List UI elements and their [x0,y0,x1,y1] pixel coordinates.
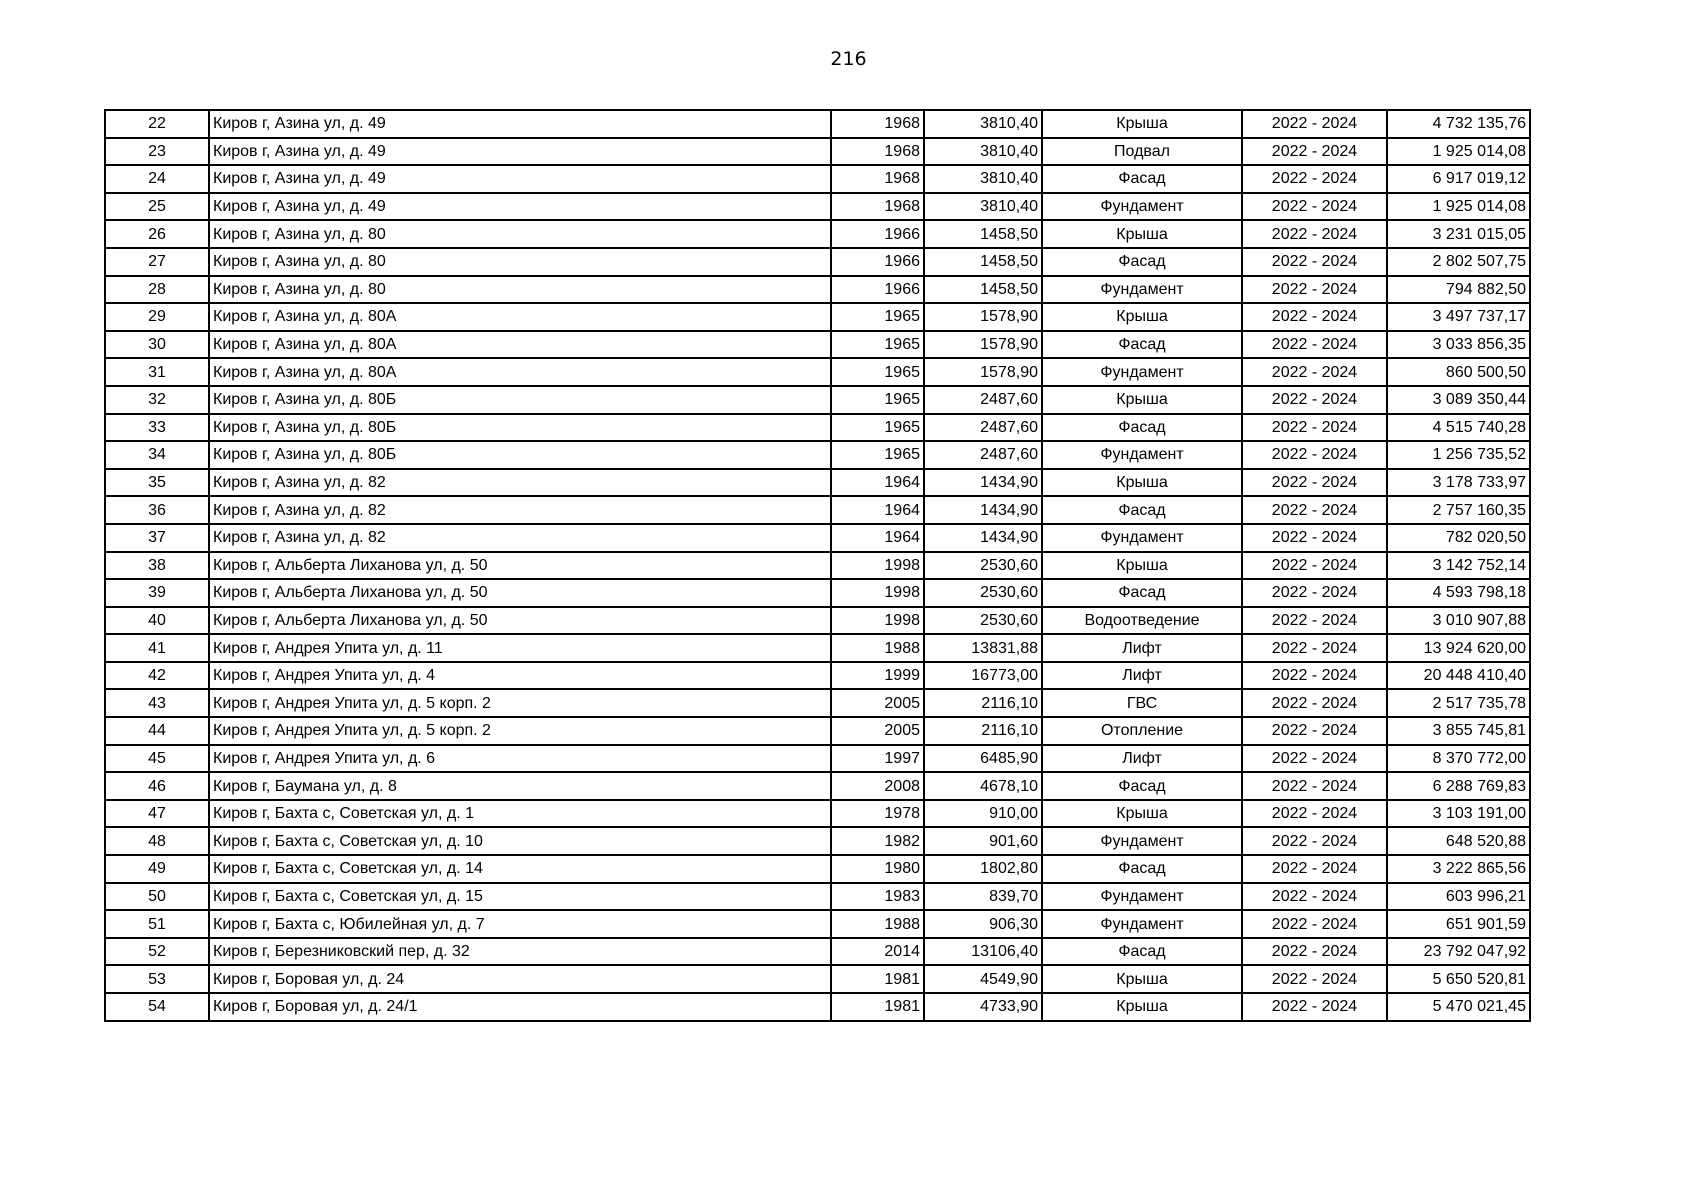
period-cell: 2022 - 2024 [1242,165,1387,193]
cost-cell: 3 231 015,05 [1387,220,1530,248]
cost-cell: 794 882,50 [1387,276,1530,304]
area-cell: 3810,40 [924,110,1042,138]
cost-cell: 6 917 019,12 [1387,165,1530,193]
area-cell: 1434,90 [924,524,1042,552]
address-cell: Киров г, Азина ул, д. 82 [209,469,831,497]
period-cell: 2022 - 2024 [1242,220,1387,248]
period-cell: 2022 - 2024 [1242,386,1387,414]
work-type-cell: Фундамент [1042,358,1242,386]
build-year-cell: 1964 [831,469,924,497]
table-row [105,662,1530,690]
build-year-cell: 2005 [831,689,924,717]
period-cell: 2022 - 2024 [1242,193,1387,221]
table-row [105,579,1530,607]
address-cell: Киров г, Азина ул, д. 80 [209,276,831,304]
table-row [105,883,1530,911]
area-cell: 901,60 [924,827,1042,855]
table-row [105,110,1530,138]
period-cell: 2022 - 2024 [1242,248,1387,276]
row-number-cell: 48 [105,827,209,855]
cost-cell: 782 020,50 [1387,524,1530,552]
work-type-cell: Крыша [1042,469,1242,497]
build-year-cell: 1965 [831,414,924,442]
table-row [105,910,1530,938]
row-number-cell: 27 [105,248,209,276]
area-cell: 4733,90 [924,993,1042,1021]
cost-cell: 648 520,88 [1387,827,1530,855]
work-type-cell: Фасад [1042,855,1242,883]
build-year-cell: 1964 [831,524,924,552]
address-cell: Киров г, Азина ул, д. 80 [209,220,831,248]
work-type-cell: Фундамент [1042,883,1242,911]
work-type-cell: Фасад [1042,772,1242,800]
table-row [105,993,1530,1021]
period-cell: 2022 - 2024 [1242,772,1387,800]
row-number-cell: 53 [105,965,209,993]
address-cell: Киров г, Боровая ул, д. 24/1 [209,993,831,1021]
work-type-cell: Фасад [1042,579,1242,607]
table-row [105,524,1530,552]
table-row [105,276,1530,304]
row-number-cell: 29 [105,303,209,331]
area-cell: 1802,80 [924,855,1042,883]
address-cell: Киров г, Баумана ул, д. 8 [209,772,831,800]
table-row [105,855,1530,883]
build-year-cell: 2014 [831,938,924,966]
table-row [105,938,1530,966]
address-cell: Киров г, Андрея Упита ул, д. 5 корп. 2 [209,689,831,717]
address-cell: Киров г, Азина ул, д. 49 [209,110,831,138]
row-number-cell: 24 [105,165,209,193]
cost-cell: 8 370 772,00 [1387,745,1530,773]
area-cell: 4549,90 [924,965,1042,993]
table-row [105,414,1530,442]
address-cell: Киров г, Азина ул, д. 80Б [209,441,831,469]
table-row [105,496,1530,524]
row-number-cell: 52 [105,938,209,966]
row-number-cell: 41 [105,634,209,662]
work-type-cell: Фасад [1042,414,1242,442]
build-year-cell: 1966 [831,220,924,248]
period-cell: 2022 - 2024 [1242,303,1387,331]
area-cell: 16773,00 [924,662,1042,690]
row-number-cell: 23 [105,138,209,166]
cost-cell: 4 593 798,18 [1387,579,1530,607]
address-cell: Киров г, Бахта с, Советская ул, д. 1 [209,800,831,828]
row-number-cell: 49 [105,855,209,883]
work-type-cell: Фасад [1042,938,1242,966]
address-cell: Киров г, Азина ул, д. 80 [209,248,831,276]
row-number-cell: 33 [105,414,209,442]
period-cell: 2022 - 2024 [1242,662,1387,690]
work-type-cell: Крыша [1042,303,1242,331]
row-number-cell: 54 [105,993,209,1021]
build-year-cell: 1968 [831,193,924,221]
cost-cell: 23 792 047,92 [1387,938,1530,966]
period-cell: 2022 - 2024 [1242,717,1387,745]
work-type-cell: Крыша [1042,965,1242,993]
build-year-cell: 1998 [831,579,924,607]
address-cell: Киров г, Азина ул, д. 49 [209,138,831,166]
page-number: 216 [830,48,867,70]
table-row [105,358,1530,386]
work-type-cell: Крыша [1042,552,1242,580]
row-number-cell: 28 [105,276,209,304]
address-cell: Киров г, Азина ул, д. 80А [209,358,831,386]
cost-cell: 651 901,59 [1387,910,1530,938]
area-cell: 2116,10 [924,689,1042,717]
cost-cell: 3 033 856,35 [1387,331,1530,359]
area-cell: 2487,60 [924,386,1042,414]
work-type-cell: Крыша [1042,220,1242,248]
row-number-cell: 44 [105,717,209,745]
row-number-cell: 42 [105,662,209,690]
work-type-cell: Лифт [1042,745,1242,773]
row-number-cell: 50 [105,883,209,911]
work-type-cell: Водоотведение [1042,607,1242,635]
area-cell: 1578,90 [924,303,1042,331]
period-cell: 2022 - 2024 [1242,800,1387,828]
area-cell: 910,00 [924,800,1042,828]
cost-cell: 3 103 191,00 [1387,800,1530,828]
area-cell: 2116,10 [924,717,1042,745]
cost-cell: 1 925 014,08 [1387,138,1530,166]
cost-cell: 3 142 752,14 [1387,552,1530,580]
cost-cell: 2 517 735,78 [1387,689,1530,717]
area-cell: 13106,40 [924,938,1042,966]
row-number-cell: 45 [105,745,209,773]
build-year-cell: 1988 [831,634,924,662]
table-body [105,110,1530,1021]
work-type-cell: Лифт [1042,662,1242,690]
address-cell: Киров г, Бахта с, Советская ул, д. 15 [209,883,831,911]
period-cell: 2022 - 2024 [1242,276,1387,304]
area-cell: 1434,90 [924,469,1042,497]
cost-cell: 860 500,50 [1387,358,1530,386]
area-cell: 2530,60 [924,552,1042,580]
build-year-cell: 1981 [831,965,924,993]
row-number-cell: 38 [105,552,209,580]
table-row [105,689,1530,717]
cost-cell: 2 802 507,75 [1387,248,1530,276]
row-number-cell: 47 [105,800,209,828]
address-cell: Киров г, Альберта Лиханова ул, д. 50 [209,579,831,607]
cost-cell: 4 515 740,28 [1387,414,1530,442]
work-type-cell: Фундамент [1042,524,1242,552]
address-cell: Киров г, Бахта с, Советская ул, д. 14 [209,855,831,883]
build-year-cell: 1998 [831,552,924,580]
build-year-cell: 1965 [831,386,924,414]
build-year-cell: 1965 [831,303,924,331]
build-year-cell: 1982 [831,827,924,855]
area-cell: 1458,50 [924,248,1042,276]
build-year-cell: 1997 [831,745,924,773]
address-cell: Киров г, Азина ул, д. 80Б [209,386,831,414]
build-year-cell: 1965 [831,441,924,469]
table-row [105,193,1530,221]
build-year-cell: 2008 [831,772,924,800]
period-cell: 2022 - 2024 [1242,441,1387,469]
row-number-cell: 40 [105,607,209,635]
repair-schedule-table [104,109,1531,1022]
work-type-cell: Фундамент [1042,276,1242,304]
area-cell: 2530,60 [924,607,1042,635]
area-cell: 3810,40 [924,165,1042,193]
row-number-cell: 31 [105,358,209,386]
cost-cell: 3 089 350,44 [1387,386,1530,414]
address-cell: Киров г, Андрея Упита ул, д. 5 корп. 2 [209,717,831,745]
period-cell: 2022 - 2024 [1242,496,1387,524]
address-cell: Киров г, Бахта с, Юбилейная ул, д. 7 [209,910,831,938]
build-year-cell: 1965 [831,358,924,386]
area-cell: 1434,90 [924,496,1042,524]
area-cell: 839,70 [924,883,1042,911]
work-type-cell: Крыша [1042,800,1242,828]
table-row [105,827,1530,855]
work-type-cell: Крыша [1042,110,1242,138]
table-row [105,469,1530,497]
address-cell: Киров г, Азина ул, д. 80А [209,331,831,359]
table-row [105,138,1530,166]
table-row [105,634,1530,662]
build-year-cell: 1980 [831,855,924,883]
address-cell: Киров г, Андрея Упита ул, д. 4 [209,662,831,690]
address-cell: Киров г, Березниковский пер, д. 32 [209,938,831,966]
period-cell: 2022 - 2024 [1242,414,1387,442]
table-row [105,607,1530,635]
work-type-cell: Лифт [1042,634,1242,662]
period-cell: 2022 - 2024 [1242,993,1387,1021]
work-type-cell: ГВС [1042,689,1242,717]
table-row [105,800,1530,828]
area-cell: 2487,60 [924,414,1042,442]
row-number-cell: 32 [105,386,209,414]
cost-cell: 603 996,21 [1387,883,1530,911]
build-year-cell: 1999 [831,662,924,690]
row-number-cell: 51 [105,910,209,938]
build-year-cell: 2005 [831,717,924,745]
address-cell: Киров г, Боровая ул, д. 24 [209,965,831,993]
work-type-cell: Фундамент [1042,441,1242,469]
cost-cell: 3 497 737,17 [1387,303,1530,331]
row-number-cell: 34 [105,441,209,469]
row-number-cell: 46 [105,772,209,800]
work-type-cell: Отопление [1042,717,1242,745]
address-cell: Киров г, Азина ул, д. 80Б [209,414,831,442]
cost-cell: 3 010 907,88 [1387,607,1530,635]
work-type-cell: Крыша [1042,993,1242,1021]
work-type-cell: Фасад [1042,331,1242,359]
row-number-cell: 30 [105,331,209,359]
table-row [105,248,1530,276]
period-cell: 2022 - 2024 [1242,110,1387,138]
period-cell: 2022 - 2024 [1242,358,1387,386]
area-cell: 2530,60 [924,579,1042,607]
area-cell: 4678,10 [924,772,1042,800]
build-year-cell: 1968 [831,165,924,193]
build-year-cell: 1968 [831,138,924,166]
cost-cell: 3 178 733,97 [1387,469,1530,497]
address-cell: Киров г, Азина ул, д. 82 [209,496,831,524]
cost-cell: 6 288 769,83 [1387,772,1530,800]
address-cell: Киров г, Азина ул, д. 49 [209,165,831,193]
table-row [105,552,1530,580]
period-cell: 2022 - 2024 [1242,524,1387,552]
work-type-cell: Фасад [1042,165,1242,193]
table-row [105,165,1530,193]
period-cell: 2022 - 2024 [1242,552,1387,580]
address-cell: Киров г, Бахта с, Советская ул, д. 10 [209,827,831,855]
cost-cell: 20 448 410,40 [1387,662,1530,690]
row-number-cell: 25 [105,193,209,221]
build-year-cell: 1968 [831,110,924,138]
build-year-cell: 1966 [831,276,924,304]
address-cell: Киров г, Альберта Лиханова ул, д. 50 [209,607,831,635]
build-year-cell: 1965 [831,331,924,359]
table-row [105,303,1530,331]
cost-cell: 5 650 520,81 [1387,965,1530,993]
work-type-cell: Фундамент [1042,193,1242,221]
address-cell: Киров г, Азина ул, д. 82 [209,524,831,552]
area-cell: 6485,90 [924,745,1042,773]
cost-cell: 3 222 865,56 [1387,855,1530,883]
address-cell: Киров г, Альберта Лиханова ул, д. 50 [209,552,831,580]
period-cell: 2022 - 2024 [1242,855,1387,883]
work-type-cell: Фундамент [1042,910,1242,938]
table-row [105,441,1530,469]
table-row [105,717,1530,745]
work-type-cell: Фундамент [1042,827,1242,855]
period-cell: 2022 - 2024 [1242,634,1387,662]
area-cell: 1578,90 [924,331,1042,359]
row-number-cell: 39 [105,579,209,607]
area-cell: 1458,50 [924,220,1042,248]
area-cell: 3810,40 [924,193,1042,221]
table-row [105,745,1530,773]
area-cell: 906,30 [924,910,1042,938]
build-year-cell: 1998 [831,607,924,635]
period-cell: 2022 - 2024 [1242,938,1387,966]
row-number-cell: 22 [105,110,209,138]
period-cell: 2022 - 2024 [1242,331,1387,359]
period-cell: 2022 - 2024 [1242,745,1387,773]
row-number-cell: 43 [105,689,209,717]
period-cell: 2022 - 2024 [1242,689,1387,717]
address-cell: Киров г, Андрея Упита ул, д. 6 [209,745,831,773]
work-type-cell: Подвал [1042,138,1242,166]
area-cell: 13831,88 [924,634,1042,662]
build-year-cell: 1983 [831,883,924,911]
area-cell: 2487,60 [924,441,1042,469]
work-type-cell: Фасад [1042,248,1242,276]
row-number-cell: 36 [105,496,209,524]
period-cell: 2022 - 2024 [1242,469,1387,497]
cost-cell: 4 732 135,76 [1387,110,1530,138]
period-cell: 2022 - 2024 [1242,910,1387,938]
build-year-cell: 1978 [831,800,924,828]
address-cell: Киров г, Андрея Упита ул, д. 11 [209,634,831,662]
period-cell: 2022 - 2024 [1242,607,1387,635]
row-number-cell: 37 [105,524,209,552]
table-row [105,386,1530,414]
address-cell: Киров г, Азина ул, д. 80А [209,303,831,331]
work-type-cell: Фасад [1042,496,1242,524]
cost-cell: 3 855 745,81 [1387,717,1530,745]
cost-cell: 5 470 021,45 [1387,993,1530,1021]
table-row [105,331,1530,359]
period-cell: 2022 - 2024 [1242,883,1387,911]
table-row [105,220,1530,248]
build-year-cell: 1966 [831,248,924,276]
period-cell: 2022 - 2024 [1242,827,1387,855]
cost-cell: 1 925 014,08 [1387,193,1530,221]
period-cell: 2022 - 2024 [1242,579,1387,607]
build-year-cell: 1964 [831,496,924,524]
work-type-cell: Крыша [1042,386,1242,414]
area-cell: 3810,40 [924,138,1042,166]
period-cell: 2022 - 2024 [1242,138,1387,166]
cost-cell: 2 757 160,35 [1387,496,1530,524]
table-row [105,772,1530,800]
row-number-cell: 26 [105,220,209,248]
row-number-cell: 35 [105,469,209,497]
address-cell: Киров г, Азина ул, д. 49 [209,193,831,221]
area-cell: 1578,90 [924,358,1042,386]
build-year-cell: 1981 [831,993,924,1021]
cost-cell: 1 256 735,52 [1387,441,1530,469]
build-year-cell: 1988 [831,910,924,938]
cost-cell: 13 924 620,00 [1387,634,1530,662]
area-cell: 1458,50 [924,276,1042,304]
table-row [105,965,1530,993]
period-cell: 2022 - 2024 [1242,965,1387,993]
